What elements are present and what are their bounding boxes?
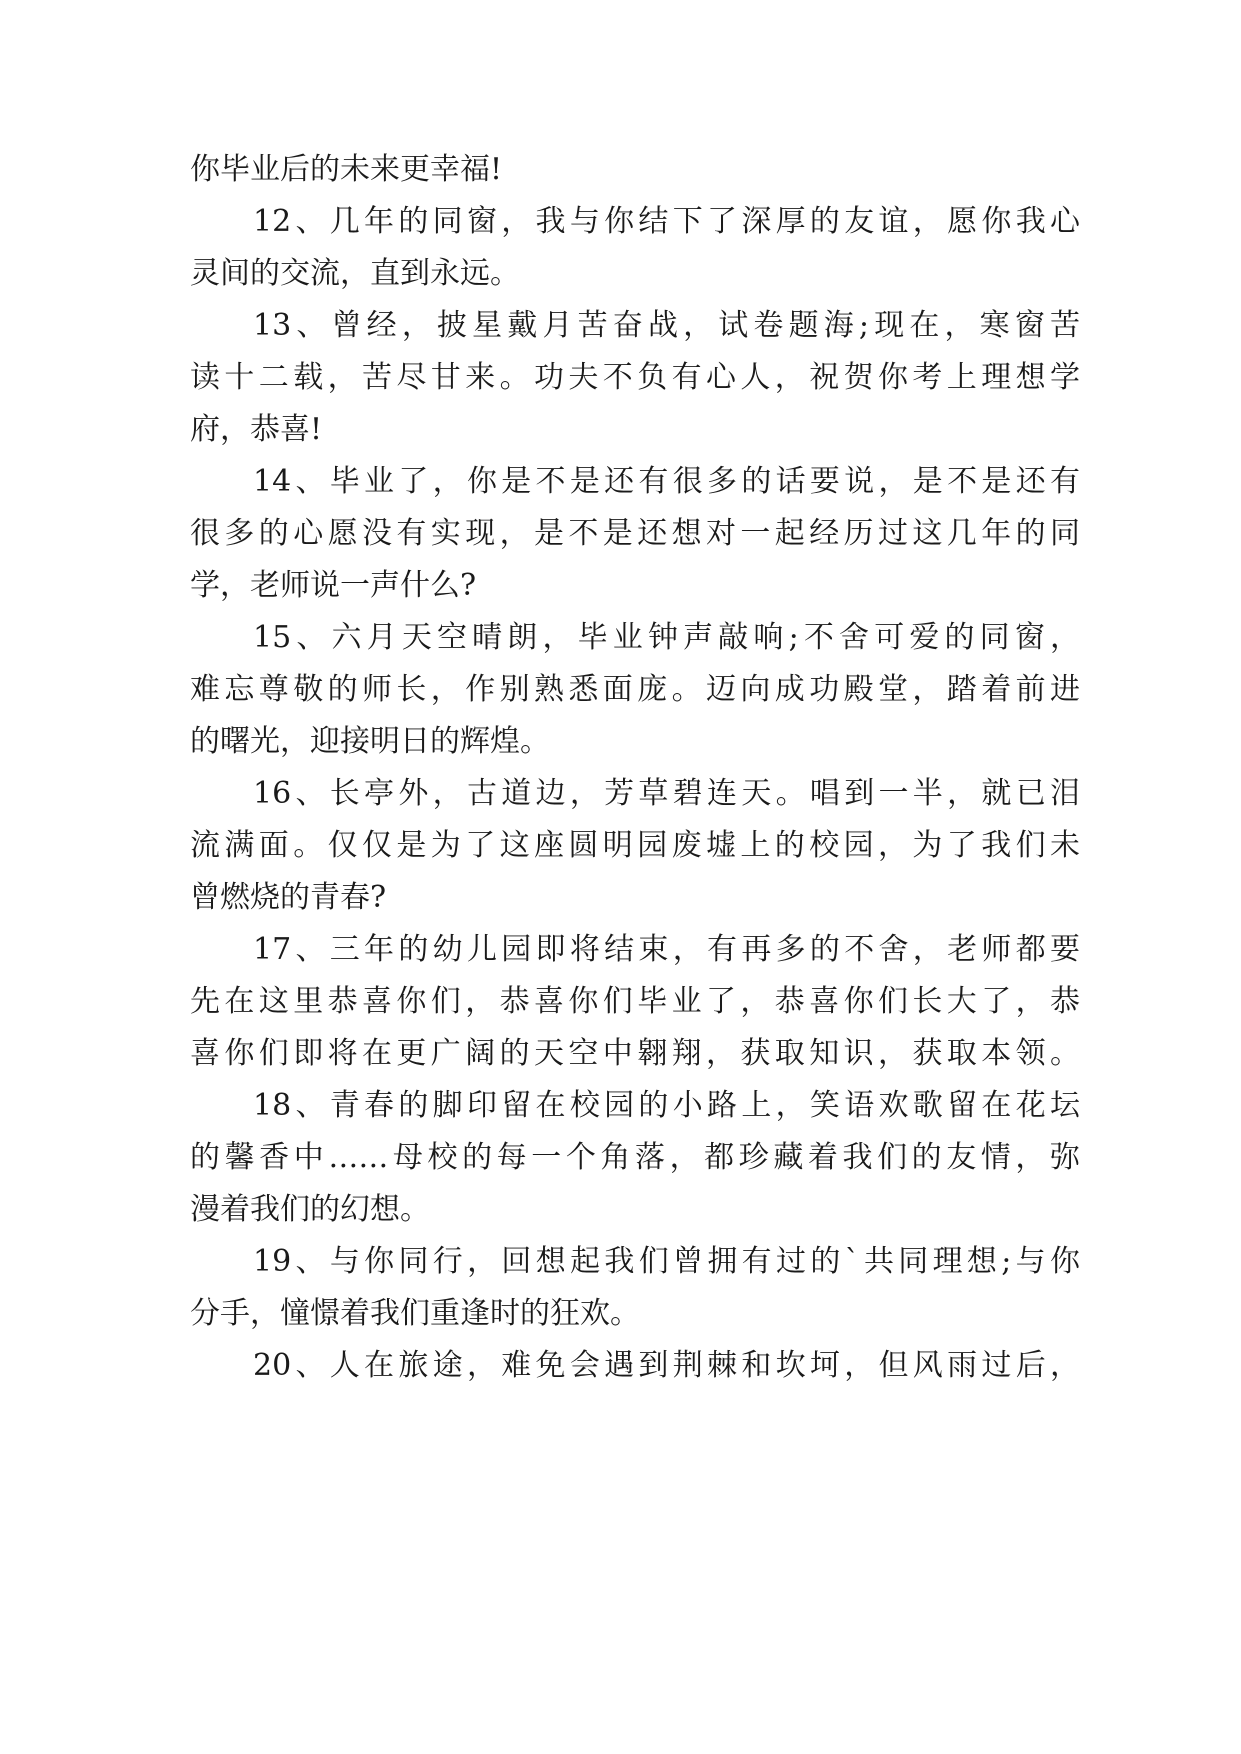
text-line: 府，恭喜! bbox=[190, 412, 323, 447]
text-line: 流满面。仅仅是为了这座圆明园废墟上的校园，为了我们未 bbox=[190, 828, 1080, 863]
text-line: 的馨香中……母校的每一个角落，都珍藏着我们的友情，弥 bbox=[190, 1140, 1080, 1175]
text-line: 难忘尊敬的师长，作别熟悉面庞。迈向成功殿堂，踏着前进 bbox=[190, 672, 1080, 707]
text-line: 你毕业后的未来更幸福! bbox=[190, 152, 503, 187]
text-line: 18、青春的脚印留在校园的小路上，笑语欢歌留在花坛 bbox=[253, 1088, 1080, 1123]
text-line: 灵间的交流，直到永远。 bbox=[190, 256, 520, 291]
text-line: 19、与你同行，回想起我们曾拥有过的`共同理想;与你 bbox=[253, 1244, 1080, 1279]
text-line: 先在这里恭喜你们，恭喜你们毕业了，恭喜你们长大了，恭 bbox=[190, 984, 1080, 1019]
text-line: 14、毕业了，你是不是还有很多的话要说，是不是还有 bbox=[253, 464, 1080, 499]
text-line: 13、曾经，披星戴月苦奋战，试卷题海;现在，寒窗苦 bbox=[253, 308, 1080, 343]
text-line: 曾燃烧的青春? bbox=[190, 880, 387, 915]
text-line: 12、几年的同窗，我与你结下了深厚的友谊，愿你我心 bbox=[253, 204, 1080, 239]
text-line: 的曙光，迎接明日的辉煌。 bbox=[190, 724, 550, 759]
text-line: 很多的心愿没有实现，是不是还想对一起经历过这几年的同 bbox=[190, 516, 1080, 551]
text-line: 20、人在旅途，难免会遇到荆棘和坎坷，但风雨过后， bbox=[253, 1348, 1080, 1383]
text-line: 漫着我们的幻想。 bbox=[190, 1192, 430, 1227]
text-line: 17、三年的幼儿园即将结束，有再多的不舍，老师都要 bbox=[253, 932, 1080, 967]
text-line: 分手，憧憬着我们重逢时的狂欢。 bbox=[190, 1296, 640, 1331]
text-line: 学，老师说一声什么? bbox=[190, 568, 477, 603]
text-line: 15、六月天空晴朗，毕业钟声敲响;不舍可爱的同窗， bbox=[253, 620, 1080, 655]
text-line: 读十二载，苦尽甘来。功夫不负有心人，祝贺你考上理想学 bbox=[190, 360, 1080, 395]
text-line: 16、长亭外，古道边，芳草碧连天。唱到一半，就已泪 bbox=[253, 776, 1080, 811]
text-line: 喜你们即将在更广阔的天空中翱翔，获取知识，获取本领。 bbox=[190, 1036, 1080, 1071]
